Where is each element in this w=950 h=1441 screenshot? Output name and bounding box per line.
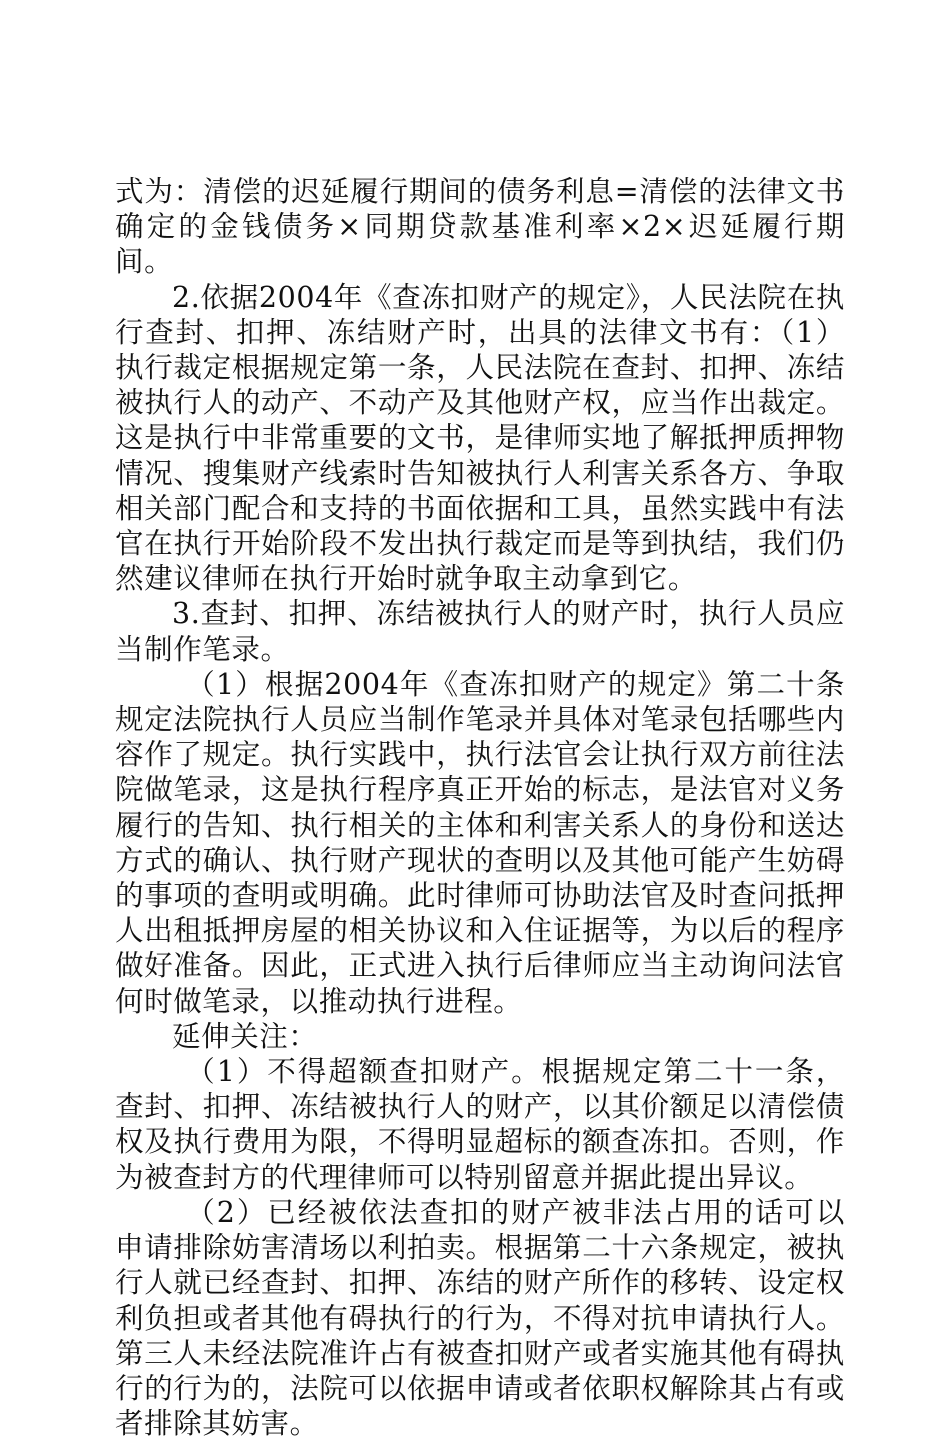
paragraph-item-2: 2.依据2004年《查冻扣财产的规定》，人民法院在执行查封、扣押、冻结财产时，出具的法律文书有：（1）执行裁定根据规定第一条，人民法院在查封、扣押、冻结被执行人的动产、不动产及其他财产权，应当作出裁定。这是执行中非常重要的文书，是律师实地了解抵押质押物情况、搜集财产线索时告知被执行人利害关系各方、争取相关部门配合和支持的书面依据和工具，虽然实践中有法官在执行开始阶段不发出执行裁定而是等到执结，我们仍然建议律师在执行开始时就争取主动拿到它。 — [115, 280, 845, 596]
paragraph-extended-heading: 延伸关注： — [172, 1019, 318, 1053]
paragraph-item-3: 3.查封、扣押、冻结被执行人的财产时，执行人员应当制作笔录。 — [115, 597, 845, 666]
document-body — [115, 174, 845, 1441]
paragraph-formula: 式为：清偿的迟延履行期间的债务利息=清偿的法律文书确定的金钱债务×同期贷款基准利率×2×迟延履行期间。 — [115, 175, 845, 279]
paragraph-extended-1: （1）不得超额查扣财产。根据规定第二十一条，查封、扣押、冻结被执行人的财产，以其价额足以清偿债权及执行费用为限，不得明显超标的额查冻扣。否则，作为被查封方的代理律师可以特别留意并据此提出异议。 — [115, 1055, 845, 1194]
paragraph-subitem-1: （1）根据2004年《查冻扣财产的规定》第二十条规定法院执行人员应当制作笔录并具体对笔录包括哪些内容作了规定。执行实践中，执行法官会让执行双方前往法院做笔录，这是执行程序真正开始的标志，是法官对义务履行的告知、执行相关的主体和利害关系人的身份和送达方式的确认、执行财产现状的查明以及其他可能产生妨碍的事项的查明或明确。此时律师可协助法官及时查问抵押人出租抵押房屋的相关协议和入住证据等，为以后的程序做好准备。因此，正式进入执行后律师应当主动询问法官何时做笔录，以推动执行进程。 — [115, 667, 845, 1018]
paragraph-extended-2: （2）已经被依法查扣的财产被非法占用的话可以申请排除妨害清场以利拍卖。根据第二十六条规定，被执行人就已经查封、扣押、冻结的财产所作的移转、设定权利负担或者其他有碍执行的行为，不得对抗申请执行人。第三人未经法院准许占有被查扣财产或者实施其他有碍执行的行为的，法院可以依据申请或者依职权解除其占有或者排除其妨害。 — [115, 1195, 845, 1441]
